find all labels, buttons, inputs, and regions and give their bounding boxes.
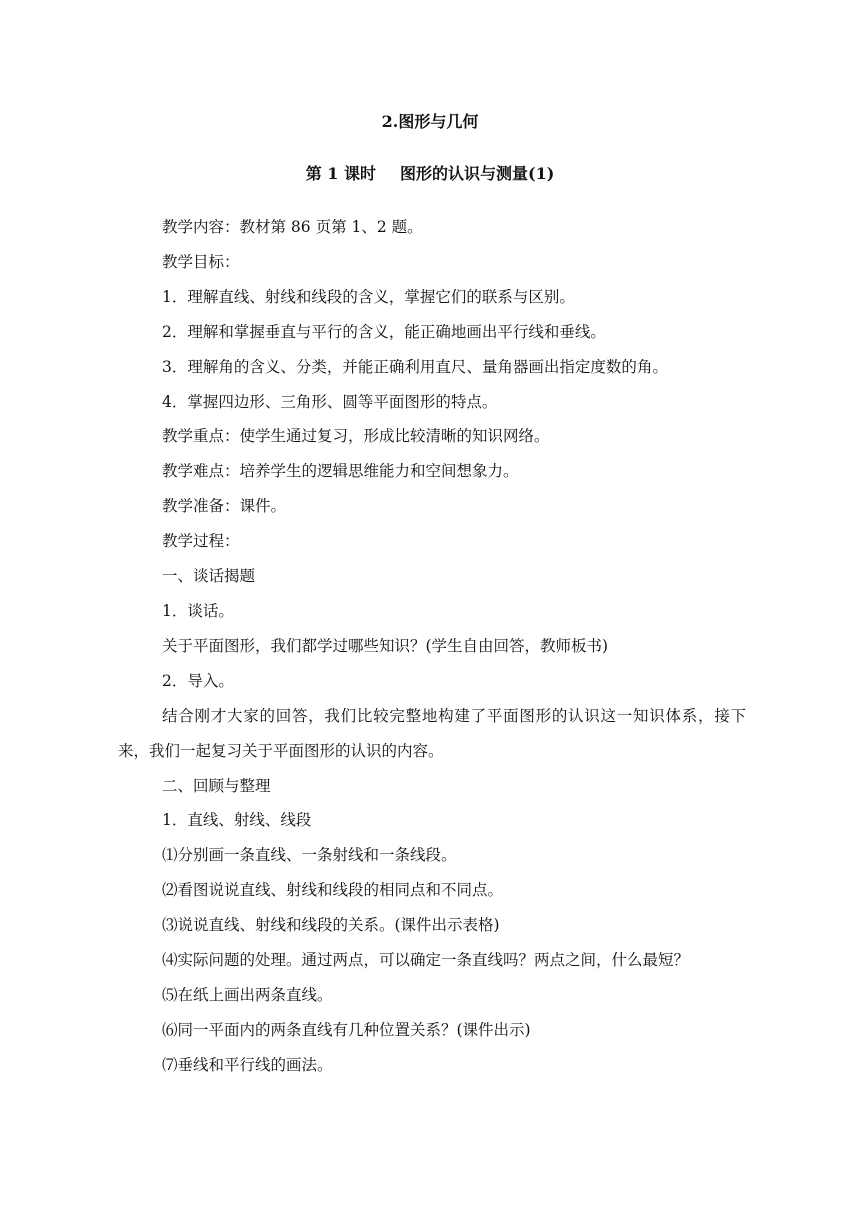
- paragraph: 教学目标：: [162, 252, 240, 271]
- lesson-number: 第 1 课时: [305, 164, 376, 183]
- section-title: 2.图形与几何: [381, 112, 479, 131]
- paragraph: 教学准备：课件。: [162, 497, 287, 516]
- paragraph: ⑷实际问题的处理。通过两点，可以确定一条直线吗？两点之间，什么最短？: [162, 951, 690, 970]
- paragraph: 1．谈话。: [162, 601, 234, 620]
- lesson-topic: 图形的认识与测量(1): [400, 164, 555, 183]
- paragraph: ⑹同一平面内的两条直线有几种位置关系？(课件出示): [162, 1020, 531, 1039]
- paragraph: 一、谈话揭题: [162, 567, 256, 586]
- paragraph: 教学难点：培养学生的逻辑思维能力和空间想象力。: [162, 462, 519, 481]
- paragraph: 1．理解直线、射线和线段的含义，掌握它们的联系与区别。: [162, 287, 575, 306]
- paragraph: 关于平面图形，我们都学过哪些知识？(学生自由回答，教师板书): [162, 636, 609, 655]
- body-text: [118, 210, 746, 1083]
- paragraph: 教学内容：教材第 86 页第 1、2 题。: [162, 218, 423, 236]
- paragraph: 1．直线、射线、线段: [162, 811, 312, 830]
- paragraph: 3．理解角的含义、分类，并能正确利用直尺、量角器画出指定度数的角。: [162, 357, 668, 376]
- paragraph: 教学过程：: [162, 532, 240, 551]
- paragraph: 结合刚才大家的回答，我们比较完整地构建了平面图形的认识这一知识体系，接下来，我们一起复习关于平面图形的认识的内容。: [118, 706, 746, 760]
- lesson-title: [0, 162, 860, 186]
- paragraph: ⑺垂线和平行线的画法。: [162, 1055, 333, 1074]
- paragraph: ⑴分别画一条直线、一条射线和一条线段。: [162, 846, 457, 865]
- paragraph: ⑶说说直线、射线和线段的关系。(课件出示表格): [162, 916, 500, 935]
- paragraph: ⑸在纸上画出两条直线。: [162, 985, 333, 1004]
- paragraph: ⑵看图说说直线、射线和线段的相同点和不同点。: [162, 881, 504, 900]
- paragraph: 教学重点：使学生通过复习，形成比较清晰的知识网络。: [162, 427, 550, 446]
- paragraph: 二、回顾与整理: [162, 776, 271, 795]
- paragraph: 2．理解和掌握垂直与平行的含义，能正确地画出平行线和垂线。: [162, 322, 606, 341]
- paragraph: 4．掌握四边形、三角形、圆等平面图形的特点。: [162, 392, 498, 411]
- paragraph: 2．导入。: [162, 671, 234, 690]
